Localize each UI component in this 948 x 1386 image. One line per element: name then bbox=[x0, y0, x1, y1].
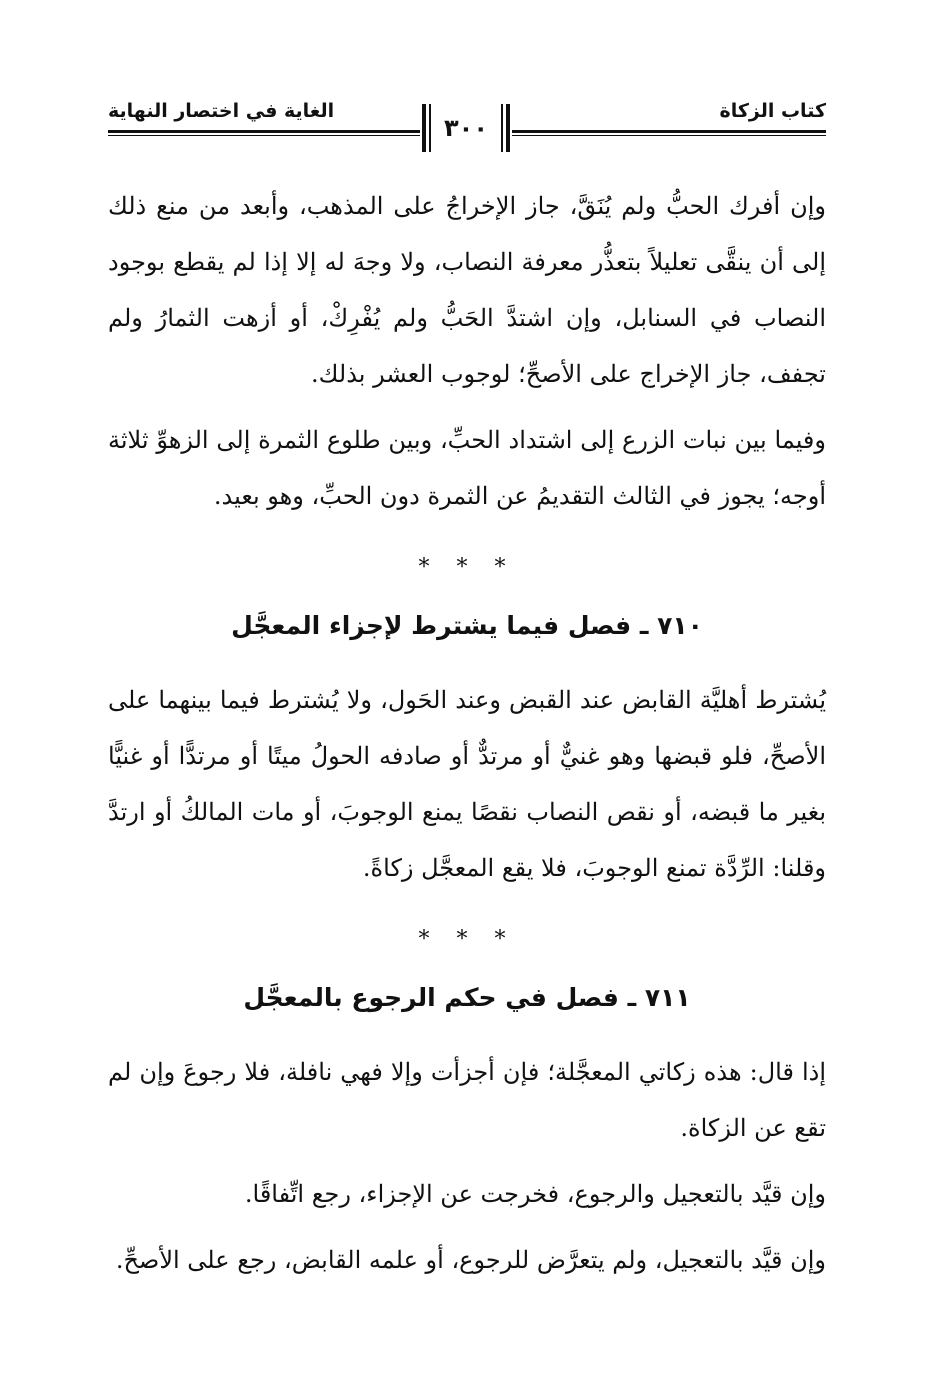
section-separator: * * * bbox=[418, 555, 516, 580]
chapter-title: كتاب الزكاة bbox=[719, 100, 826, 122]
section-710-title: ٧١٠ ـ فصل فيما يشترط لإجزاء المعجَّل bbox=[231, 611, 703, 640]
paragraph-2: وفيما بين نبات الزرع إلى اشتداد الحبِّ، وبين طلوع الثمرة إلى الزهوِّ ثلاثة أوجه؛ يجوز في الثالث التقديمُ عن الثمرة دون الحبِّ، وهو بعيد. bbox=[108, 426, 826, 510]
page-number: ٣٠٠ bbox=[444, 114, 488, 142]
frame-bar-left-inner bbox=[429, 104, 431, 152]
page-number-frame bbox=[420, 104, 512, 152]
frame-bar-right-outer bbox=[506, 104, 510, 152]
section-711-paragraph-3: وإن قيَّد بالتعجيل، ولم يتعرَّض للرجوع، أو علمه القابض، رجع على الأصحِّ. bbox=[115, 1246, 826, 1274]
paragraph-1: وإن أفرك الحبُّ ولم يُنَقَّ، جاز الإخراجُ على المذهب، وأبعد من منع ذلك إلى أن ينقَّى تعليلاً بتعذُّر معرفة النصاب، ولا وجهَ له إلا إذا لم يقطع بوجود النصاب في السنابل، وإن اشتدَّ الحَبُّ ولم يُفْرِكْ، أو أزهت الثمارُ ولم تجفف، جاز الإخراج على الأصحِّ؛ لوجوب العشر بذلك. bbox=[108, 192, 826, 388]
section-711-title: ٧١١ ـ فصل في حكم الرجوع بالمعجَّل bbox=[243, 983, 691, 1012]
section-711-paragraph-2: وإن قيَّد بالتعجيل والرجوع، فخرجت عن الإجزاء، رجع اتِّفاقًا. bbox=[244, 1180, 826, 1208]
section-separator: * * * bbox=[418, 927, 516, 952]
section-710-paragraph: يُشترط أهليَّة القابض عند القبض وعند الحَول، ولا يُشترط فيما بينهما على الأصحِّ، فلو قبضها وهو غنيٌّ أو مرتدٌّ أو صادفه الحولُ ميتًا أو مرتدًّا أو غنيًّا بغير ما قبضه، أو نقص النصاب نقصًا يمنع الوجوبَ، أو مات المالكُ أو ارتدَّ وقلنا: الرِّدَّة تمنع الوجوبَ، فلا يقع المعجَّل زكاةً. bbox=[108, 686, 826, 882]
book-title: الغاية في اختصار النهاية bbox=[108, 100, 335, 122]
frame-bar-right-inner bbox=[501, 104, 503, 152]
section-711-paragraph-1: إذا قال: هذه زكاتي المعجَّلة؛ فإن أجزأت وإلا فهي نافلة، فلا رجوعَ وإن لم تقع عن الزكاة. bbox=[108, 1058, 826, 1142]
page-body bbox=[108, 178, 826, 1288]
frame-bar-left-outer bbox=[422, 104, 426, 152]
